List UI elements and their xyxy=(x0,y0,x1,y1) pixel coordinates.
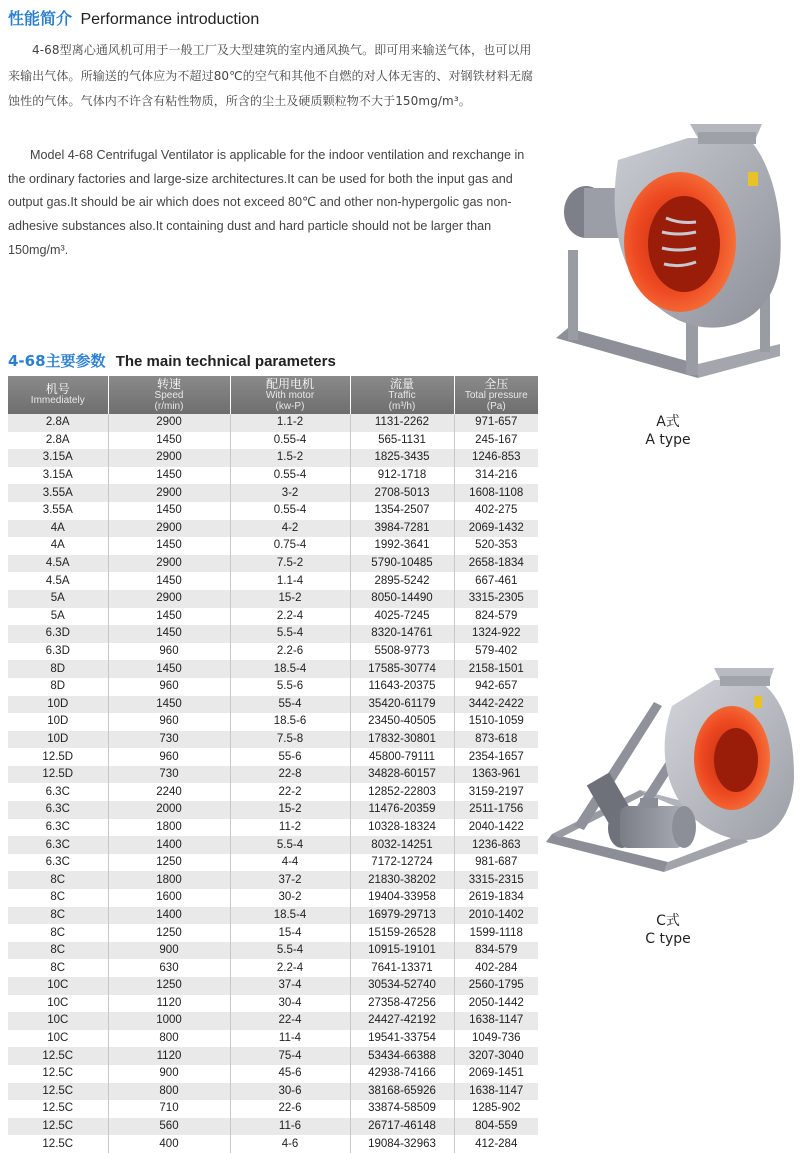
params-title-cn: 4-68主要参数 xyxy=(8,352,106,370)
cell-pressure: 1510-1059 xyxy=(454,713,538,731)
table-row xyxy=(8,819,538,837)
cell-pressure: 2069-1451 xyxy=(454,1065,538,1083)
table-row xyxy=(8,731,538,749)
cell-pressure: 1638-1147 xyxy=(454,1012,538,1030)
header-en: With motor xyxy=(265,389,315,401)
table-row xyxy=(8,520,538,538)
table-row xyxy=(8,537,538,555)
cell-motor: 1.5-2 xyxy=(230,449,350,467)
cell-speed: 1800 xyxy=(108,871,230,889)
cell-motor: 18.5-4 xyxy=(230,660,350,678)
cell-model: 10C xyxy=(8,977,108,995)
header-pressure xyxy=(454,376,538,414)
cell-traffic: 8050-14490 xyxy=(350,590,454,608)
cell-model: 10C xyxy=(8,995,108,1013)
cell-speed: 960 xyxy=(108,678,230,696)
table-row xyxy=(8,414,538,432)
cell-speed: 1450 xyxy=(108,696,230,714)
cell-traffic: 42938-74166 xyxy=(350,1065,454,1083)
cell-model: 8C xyxy=(8,924,108,942)
cell-speed: 730 xyxy=(108,766,230,784)
table-row xyxy=(8,467,538,485)
cell-pressure: 1608-1108 xyxy=(454,484,538,502)
cell-speed: 2900 xyxy=(108,449,230,467)
table-row xyxy=(8,836,538,854)
cell-traffic: 10915-19101 xyxy=(350,942,454,960)
cell-model: 8C xyxy=(8,959,108,977)
cell-traffic: 26717-46148 xyxy=(350,1118,454,1136)
a-type-caption-en: A type xyxy=(645,432,691,448)
params-title xyxy=(8,350,336,371)
cell-motor: 7.5-2 xyxy=(230,555,350,573)
table-row xyxy=(8,1030,538,1048)
table-row xyxy=(8,643,538,661)
cell-pressure: 579-402 xyxy=(454,643,538,661)
table-row xyxy=(8,924,538,942)
table-row xyxy=(8,1012,538,1030)
cell-motor: 5.5-4 xyxy=(230,625,350,643)
c-type-caption xyxy=(608,912,728,948)
cell-traffic: 17585-30774 xyxy=(350,660,454,678)
cell-motor: 75-4 xyxy=(230,1047,350,1065)
cell-model: 8D xyxy=(8,678,108,696)
cell-traffic: 8320-14761 xyxy=(350,625,454,643)
cell-model: 4.5A xyxy=(8,572,108,590)
cell-motor: 22-6 xyxy=(230,1100,350,1118)
cell-model: 10D xyxy=(8,731,108,749)
cell-motor: 1.1-2 xyxy=(230,414,350,432)
cell-motor: 5.5-4 xyxy=(230,942,350,960)
cell-motor: 0.75-4 xyxy=(230,537,350,555)
cell-model: 2.8A xyxy=(8,432,108,450)
table-row xyxy=(8,748,538,766)
cell-motor: 2.2-6 xyxy=(230,643,350,661)
table-row xyxy=(8,625,538,643)
cell-motor: 22-4 xyxy=(230,1012,350,1030)
cell-speed: 1250 xyxy=(108,854,230,872)
cell-motor: 55-4 xyxy=(230,696,350,714)
header-cn: 机号 xyxy=(45,382,70,396)
centrifugal-fan-a-type-icon xyxy=(548,120,788,382)
cell-pressure: 824-579 xyxy=(454,608,538,626)
cell-traffic: 19084-32963 xyxy=(350,1135,454,1153)
cell-speed: 1450 xyxy=(108,572,230,590)
cell-speed: 2900 xyxy=(108,520,230,538)
cell-motor: 5.5-6 xyxy=(230,678,350,696)
cell-pressure: 3442-2422 xyxy=(454,696,538,714)
cell-motor: 7.5-8 xyxy=(230,731,350,749)
cell-pressure: 1638-1147 xyxy=(454,1083,538,1101)
cell-pressure: 2511-1756 xyxy=(454,801,538,819)
cell-pressure: 1599-1118 xyxy=(454,924,538,942)
table-row xyxy=(8,484,538,502)
cell-traffic: 1354-2507 xyxy=(350,502,454,520)
cell-speed: 1450 xyxy=(108,660,230,678)
cell-pressure: 2158-1501 xyxy=(454,660,538,678)
cell-pressure: 1236-863 xyxy=(454,836,538,854)
cell-pressure: 804-559 xyxy=(454,1118,538,1136)
cell-traffic: 10328-18324 xyxy=(350,819,454,837)
table-row xyxy=(8,1047,538,1065)
cell-pressure: 520-353 xyxy=(454,537,538,555)
cell-model: 6.3C xyxy=(8,854,108,872)
cell-traffic: 912-1718 xyxy=(350,467,454,485)
cell-pressure: 942-657 xyxy=(454,678,538,696)
cell-model: 6.3D xyxy=(8,643,108,661)
cell-motor: 22-2 xyxy=(230,783,350,801)
cell-motor: 4-6 xyxy=(230,1135,350,1153)
cell-pressure: 3315-2315 xyxy=(454,871,538,889)
cell-traffic: 2895-5242 xyxy=(350,572,454,590)
table-row xyxy=(8,572,538,590)
cell-motor: 37-2 xyxy=(230,871,350,889)
cell-model: 3.55A xyxy=(8,502,108,520)
cell-speed: 400 xyxy=(108,1135,230,1153)
header-cn: 转速 xyxy=(156,376,181,391)
cell-traffic: 53434-66388 xyxy=(350,1047,454,1065)
header-en: Immediately xyxy=(30,395,85,406)
cell-motor: 18.5-6 xyxy=(230,713,350,731)
cell-motor: 18.5-4 xyxy=(230,907,350,925)
params-title-en: The main technical parameters xyxy=(115,353,336,370)
cell-motor: 4-2 xyxy=(230,520,350,538)
cell-pressure: 1049-736 xyxy=(454,1030,538,1048)
header-unit: (m³/h) xyxy=(388,400,416,412)
cell-model: 8C xyxy=(8,871,108,889)
cell-traffic: 30534-52740 xyxy=(350,977,454,995)
cell-model: 6.3C xyxy=(8,819,108,837)
table-row xyxy=(8,449,538,467)
cell-pressure: 402-284 xyxy=(454,959,538,977)
cell-speed: 1000 xyxy=(108,1012,230,1030)
cell-pressure: 2658-1834 xyxy=(454,555,538,573)
cell-traffic: 4025-7245 xyxy=(350,608,454,626)
header-speed xyxy=(108,376,230,414)
table-row xyxy=(8,783,538,801)
cell-speed: 900 xyxy=(108,942,230,960)
cell-model: 12.5D xyxy=(8,766,108,784)
cell-speed: 1450 xyxy=(108,502,230,520)
cell-model: 8C xyxy=(8,889,108,907)
table-row xyxy=(8,1065,538,1083)
cell-traffic: 15159-26528 xyxy=(350,924,454,942)
table-row xyxy=(8,995,538,1013)
table-header-row xyxy=(8,376,538,414)
cell-pressure: 2050-1442 xyxy=(454,995,538,1013)
cell-speed: 730 xyxy=(108,731,230,749)
cell-traffic: 19404-33958 xyxy=(350,889,454,907)
cell-speed: 630 xyxy=(108,959,230,977)
cell-motor: 1.1-4 xyxy=(230,572,350,590)
header-cn: 配用电机 xyxy=(265,376,314,391)
header-model xyxy=(8,376,108,414)
cell-traffic: 38168-65926 xyxy=(350,1083,454,1101)
performance-intro-title-cn: 性能简介 xyxy=(8,9,73,28)
cell-traffic: 7172-12724 xyxy=(350,854,454,872)
table-row xyxy=(8,942,538,960)
cell-speed: 1600 xyxy=(108,889,230,907)
cell-model: 3.15A xyxy=(8,467,108,485)
cell-traffic: 7641-13371 xyxy=(350,959,454,977)
cell-motor: 0.55-4 xyxy=(230,502,350,520)
cell-speed: 1250 xyxy=(108,924,230,942)
cell-traffic: 33874-58509 xyxy=(350,1100,454,1118)
cell-model: 12.5C xyxy=(8,1047,108,1065)
cell-speed: 2900 xyxy=(108,414,230,432)
c-type-caption-en: C type xyxy=(645,931,691,947)
table-row xyxy=(8,555,538,573)
cell-model: 10D xyxy=(8,713,108,731)
cell-speed: 2900 xyxy=(108,590,230,608)
cell-speed: 2900 xyxy=(108,484,230,502)
header-cn: 全压 xyxy=(484,376,509,391)
header-unit: (r/min) xyxy=(154,400,184,412)
cell-motor: 22-8 xyxy=(230,766,350,784)
cell-pressure: 1246-853 xyxy=(454,449,538,467)
c-type-fan-image xyxy=(544,666,796,876)
table-row xyxy=(8,1135,538,1153)
cell-speed: 1120 xyxy=(108,995,230,1013)
cell-model: 6.3C xyxy=(8,836,108,854)
intro-paragraph-en: Model 4-68 Centrifugal Ventilator is applicable for the indoor ventilation and rexchange in the ordinary factories and large-size architectures.It can be used for both the input gas and output gas.It should be air which does not exceed 80℃ and other non-hypergolic gas non-adhesive substances also.It containing dust and hard particle should not be larger than 150mg/m³. xyxy=(8,148,525,257)
table-row xyxy=(8,696,538,714)
table-row xyxy=(8,1083,538,1101)
cell-model: 6.3C xyxy=(8,801,108,819)
cell-motor: 4-4 xyxy=(230,854,350,872)
cell-motor: 30-6 xyxy=(230,1083,350,1101)
cell-pressure: 402-275 xyxy=(454,502,538,520)
cell-speed: 960 xyxy=(108,748,230,766)
cell-speed: 800 xyxy=(108,1030,230,1048)
cell-pressure: 2040-1422 xyxy=(454,819,538,837)
cell-pressure: 2010-1402 xyxy=(454,907,538,925)
cell-speed: 960 xyxy=(108,713,230,731)
cell-model: 12.5D xyxy=(8,748,108,766)
cell-motor: 0.55-4 xyxy=(230,467,350,485)
header-traffic xyxy=(350,376,454,414)
a-type-caption-cn: A式 xyxy=(656,414,680,430)
cell-speed: 900 xyxy=(108,1065,230,1083)
cell-motor: 11-4 xyxy=(230,1030,350,1048)
table-row xyxy=(8,854,538,872)
cell-traffic: 565-1131 xyxy=(350,432,454,450)
cell-traffic: 8032-14251 xyxy=(350,836,454,854)
cell-speed: 2240 xyxy=(108,783,230,801)
cell-model: 12.5C xyxy=(8,1100,108,1118)
cell-motor: 55-6 xyxy=(230,748,350,766)
cell-traffic: 1131-2262 xyxy=(350,414,454,432)
cell-speed: 1400 xyxy=(108,907,230,925)
c-type-caption-cn: C式 xyxy=(656,913,680,929)
table-row xyxy=(8,590,538,608)
cell-pressure: 2354-1657 xyxy=(454,748,538,766)
cell-pressure: 981-687 xyxy=(454,854,538,872)
parameters-table xyxy=(8,376,538,1153)
table-row xyxy=(8,907,538,925)
header-cn: 流量 xyxy=(389,376,414,391)
cell-traffic: 17832-30801 xyxy=(350,731,454,749)
cell-pressure: 3159-2197 xyxy=(454,783,538,801)
cell-speed: 1450 xyxy=(108,625,230,643)
cell-model: 4.5A xyxy=(8,555,108,573)
cell-speed: 560 xyxy=(108,1118,230,1136)
cell-traffic: 24427-42192 xyxy=(350,1012,454,1030)
header-en: Total pressure xyxy=(464,389,528,401)
table-row xyxy=(8,889,538,907)
cell-model: 12.5C xyxy=(8,1135,108,1153)
table-row xyxy=(8,432,538,450)
centrifugal-fan-c-type-icon xyxy=(544,666,796,876)
cell-model: 5A xyxy=(8,608,108,626)
cell-speed: 2000 xyxy=(108,801,230,819)
cell-traffic: 2708-5013 xyxy=(350,484,454,502)
cell-pressure: 971-657 xyxy=(454,414,538,432)
cell-pressure: 873-618 xyxy=(454,731,538,749)
table-row xyxy=(8,766,538,784)
cell-speed: 800 xyxy=(108,1083,230,1101)
cell-motor: 11-2 xyxy=(230,819,350,837)
cell-model: 12.5C xyxy=(8,1065,108,1083)
a-type-caption xyxy=(608,413,728,449)
cell-motor: 15-2 xyxy=(230,801,350,819)
cell-model: 3.55A xyxy=(8,484,108,502)
cell-motor: 2.2-4 xyxy=(230,608,350,626)
cell-pressure: 1363-961 xyxy=(454,766,538,784)
table-row xyxy=(8,871,538,889)
intro-paragraph-cn: 4-68型离心通风机可用于一般工厂及大型建筑的室内通风换气。即可用来输送气体，也可以用来输出气体。所输送的气体应为不超过80℃的空气和其他不自燃的对人体无害的、对钢铁材料无腐蚀性的气体。气体内不许含有粘性物质，所含的尘土及硬质颗粒物不大于150mg/m³。 xyxy=(8,43,534,108)
cell-traffic: 3984-7281 xyxy=(350,520,454,538)
cell-pressure: 834-579 xyxy=(454,942,538,960)
cell-model: 5A xyxy=(8,590,108,608)
cell-speed: 2900 xyxy=(108,555,230,573)
header-unit: (Pa) xyxy=(486,400,506,412)
cell-model: 8C xyxy=(8,907,108,925)
a-type-fan-image xyxy=(548,120,788,382)
cell-speed: 1120 xyxy=(108,1047,230,1065)
cell-speed: 1450 xyxy=(108,467,230,485)
cell-motor: 45-6 xyxy=(230,1065,350,1083)
cell-motor: 0.55-4 xyxy=(230,432,350,450)
cell-traffic: 23450-40505 xyxy=(350,713,454,731)
cell-motor: 15-4 xyxy=(230,924,350,942)
table-row xyxy=(8,678,538,696)
cell-traffic: 27358-47256 xyxy=(350,995,454,1013)
table-row xyxy=(8,801,538,819)
cell-motor: 30-2 xyxy=(230,889,350,907)
cell-model: 6.3D xyxy=(8,625,108,643)
cell-motor: 11-6 xyxy=(230,1118,350,1136)
header-en: Speed xyxy=(154,389,184,401)
cell-model: 2.8A xyxy=(8,414,108,432)
cell-traffic: 34828-60157 xyxy=(350,766,454,784)
cell-model: 10D xyxy=(8,696,108,714)
performance-intro-title xyxy=(8,6,259,29)
performance-intro-title-en: Performance introduction xyxy=(80,11,260,28)
header-en: Traffic xyxy=(388,389,416,401)
cell-model: 3.15A xyxy=(8,449,108,467)
cell-pressure: 2560-1795 xyxy=(454,977,538,995)
cell-model: 8C xyxy=(8,942,108,960)
cell-traffic: 1992-3641 xyxy=(350,537,454,555)
cell-traffic: 5790-10485 xyxy=(350,555,454,573)
cell-traffic: 5508-9773 xyxy=(350,643,454,661)
cell-traffic: 21830-38202 xyxy=(350,871,454,889)
cell-motor: 2.2-4 xyxy=(230,959,350,977)
cell-speed: 1800 xyxy=(108,819,230,837)
cell-pressure: 245-167 xyxy=(454,432,538,450)
table-row xyxy=(8,713,538,731)
cell-speed: 960 xyxy=(108,643,230,661)
table-body xyxy=(8,414,538,1153)
cell-model: 12.5C xyxy=(8,1118,108,1136)
cell-traffic: 16979-29713 xyxy=(350,907,454,925)
cell-pressure: 412-284 xyxy=(454,1135,538,1153)
cell-motor: 30-4 xyxy=(230,995,350,1013)
table-row xyxy=(8,608,538,626)
cell-pressure: 2069-1432 xyxy=(454,520,538,538)
cell-motor: 37-4 xyxy=(230,977,350,995)
cell-speed: 1450 xyxy=(108,432,230,450)
cell-traffic: 1825-3435 xyxy=(350,449,454,467)
table-row xyxy=(8,660,538,678)
header-unit: (kw-P) xyxy=(275,400,305,412)
cell-speed: 1450 xyxy=(108,537,230,555)
table-row xyxy=(8,977,538,995)
cell-motor: 3-2 xyxy=(230,484,350,502)
table-row xyxy=(8,959,538,977)
cell-model: 4A xyxy=(8,520,108,538)
header-motor xyxy=(230,376,350,414)
cell-speed: 1400 xyxy=(108,836,230,854)
cell-model: 8D xyxy=(8,660,108,678)
cell-pressure: 2619-1834 xyxy=(454,889,538,907)
cell-pressure: 3207-3040 xyxy=(454,1047,538,1065)
cell-traffic: 12852-22803 xyxy=(350,783,454,801)
cell-speed: 710 xyxy=(108,1100,230,1118)
table-row xyxy=(8,1118,538,1136)
cell-speed: 1450 xyxy=(108,608,230,626)
cell-traffic: 11476-20359 xyxy=(350,801,454,819)
cell-motor: 5.5-4 xyxy=(230,836,350,854)
cell-pressure: 1324-922 xyxy=(454,625,538,643)
cell-pressure: 667-461 xyxy=(454,572,538,590)
cell-pressure: 314-216 xyxy=(454,467,538,485)
cell-pressure: 1285-902 xyxy=(454,1100,538,1118)
cell-motor: 15-2 xyxy=(230,590,350,608)
cell-model: 6.3C xyxy=(8,783,108,801)
cell-traffic: 19541-33754 xyxy=(350,1030,454,1048)
cell-model: 10C xyxy=(8,1012,108,1030)
cell-pressure: 3315-2305 xyxy=(454,590,538,608)
table-row xyxy=(8,502,538,520)
cell-traffic: 45800-79111 xyxy=(350,748,454,766)
cell-traffic: 35420-61179 xyxy=(350,696,454,714)
cell-traffic: 11643-20375 xyxy=(350,678,454,696)
cell-model: 12.5C xyxy=(8,1083,108,1101)
cell-model: 10C xyxy=(8,1030,108,1048)
table-row xyxy=(8,1100,538,1118)
cell-model: 4A xyxy=(8,537,108,555)
cell-speed: 1250 xyxy=(108,977,230,995)
